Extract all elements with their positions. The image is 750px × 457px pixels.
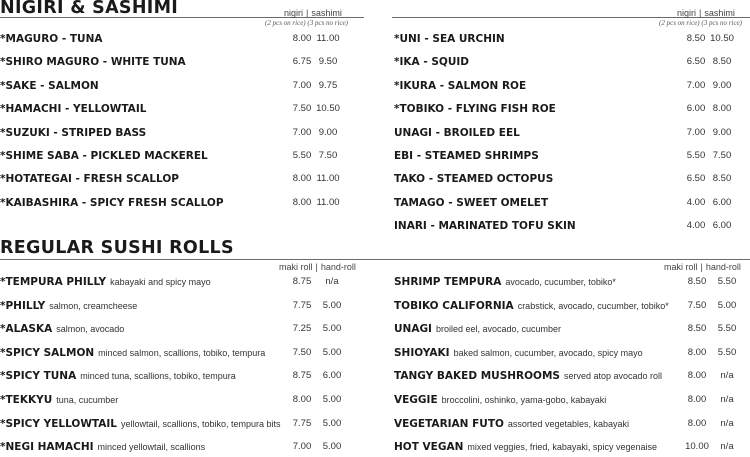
menu-item-price-primary: 4.00 [686,220,706,232]
menu-item [0,416,352,432]
menu-item-title: *SPICY SALMON [0,346,95,359]
menu-item-price-secondary: n/a [720,394,734,405]
menu-item-description: crabstick, avocado, cucumber, tobiko* [517,300,669,311]
menu-item-title: *SUZUKI - STRIPED BASS [0,126,147,139]
menu-item-price-primary: 8.00 [292,173,312,185]
menu-item-price-secondary: 7.50 [318,150,338,161]
menu-item [394,101,742,117]
menu-item-title: *ALASKA [0,323,53,336]
menu-item-price-primary: 7.25 [292,323,312,335]
menu-item-title: TAKO - STEAMED OCTOPUS [394,173,554,186]
menu-item-price-secondary: 5.50 [717,346,737,358]
menu-item [0,274,352,290]
menu-item [0,54,348,70]
menu-item-description: salmon, creamcheese [49,300,138,311]
menu-item-name [394,439,657,455]
menu-item-description: minced salmon, scallions, tobiko, tempura [98,347,266,358]
menu-item-price-primary: 7.00 [292,79,312,91]
menu-item [394,78,742,94]
menu-item-name [0,78,99,94]
menu-item [394,392,747,408]
menu-item-name [394,101,556,117]
sashimi-note: (3 pcs no rice) [307,19,349,27]
menu-item [0,31,348,47]
menu-item-name [0,54,186,70]
menu-item-title: EBI - STEAMED SHRIMPS [394,150,539,162]
menu-item-price-secondary: 8.00 [712,103,732,115]
menu-item-price-secondary: n/a [720,417,734,429]
nigiri-column-label: nigiri [677,8,697,18]
menu-item-price-primary: 7.50 [292,346,312,358]
menu-item-name [0,101,146,117]
menu-item [394,416,747,432]
menu-item [0,298,352,314]
menu-item-name [394,321,561,337]
menu-item-description: mixed veggies, fried, kabayaki, spicy vegenaise [467,442,657,453]
menu-item-description: served atop avocado roll [564,371,663,382]
menu-item-price-secondary: 9.00 [712,79,732,91]
menu-item-title: *SAKE - SALMON [0,79,99,92]
menu-item [394,125,742,141]
sashimi-column-label: sashimi [311,8,342,18]
menu-item-price-secondary: 11.00 [316,33,340,44]
menu-item [394,298,747,314]
menu-item-title: *IKURA - SALMON ROE [394,79,527,92]
menu-item [0,345,352,361]
column-separator: | [700,262,703,272]
maki-column-label: maki roll [664,262,698,272]
menu-item [394,345,747,361]
menu-item-price-primary: 7.00 [292,441,312,453]
menu-item-name [394,298,669,314]
menu-item-title: TOBIKO CALIFORNIA [394,299,514,312]
nigiri-note: (2 pcs on rice) [265,19,306,27]
menu-item-price-primary: 7.50 [687,299,707,311]
menu-item-price-secondary: 5.00 [322,441,342,453]
menu-item-name [0,368,236,384]
menu-item-description: yellowtail, scallions, tobiko, tempura bits [120,418,281,429]
menu-item [394,321,747,337]
menu-item-price-primary: 8.75 [292,276,312,287]
menu-item-name [394,31,505,47]
menu-item-name [394,148,539,164]
menu-item [394,195,742,211]
menu-item-price-primary: 6.50 [686,56,706,68]
sashimi-note: (3 pcs no rice) [701,19,743,27]
menu-item-title: TANGY BAKED MUSHROOMS [394,370,560,383]
menu-item [0,148,348,164]
menu-item-price-primary: 10.00 [685,441,709,453]
menu-item-name [394,125,520,141]
menu-item-name [394,195,548,211]
menu-item-price-primary: 7.75 [292,299,312,311]
hand-roll-column-label: hand-roll [320,262,356,272]
menu-item-name [394,218,576,234]
menu-item-name [394,274,616,290]
menu-item [0,125,348,141]
menu-item-name [394,368,662,384]
menu-item-title: TAMAGO - SWEET OMELET [394,196,549,209]
menu-item-price-primary: 8.00 [292,394,312,405]
menu-item-description: tuna, cucumber [56,395,119,405]
menu-item-title: *SPICY TUNA [0,370,77,383]
menu-item-description: kabayaki and spicy mayo [110,277,211,287]
menu-item-price-secondary: 5.50 [717,276,737,287]
menu-item-name [394,171,553,187]
menu-item-name [0,345,265,361]
menu-item-title: *TOBIKO - FLYING FISH ROE [394,103,556,116]
menu-item-name [0,274,211,290]
menu-item-price-primary: 5.50 [686,150,706,161]
menu-item-price-secondary: 5.00 [322,417,342,429]
rolls-right-column-header [664,262,741,272]
menu-item-price-secondary: 10.50 [316,103,340,115]
menu-item [394,274,747,290]
menu-item [394,54,742,70]
menu-item-name [0,392,118,408]
menu-item-price-primary: 8.00 [687,394,707,405]
nigiri-left-column-notes [265,19,348,27]
nigiri-note: (2 pcs on rice) [659,19,700,27]
menu-item-price-primary: 8.00 [687,417,707,429]
menu-item [394,218,742,234]
menu-item-title: *PHILLY [0,299,46,312]
menu-item-name [394,54,469,70]
menu-item-title: SHIOYAKI [394,346,450,359]
menu-item-name [0,416,281,432]
rolls-rule [0,259,750,260]
menu-item-price-primary: 4.00 [686,196,706,208]
menu-item-title: *KAIBASHIRA - SPICY FRESH SCALLOP [0,196,224,209]
menu-item-title: *MAGURO - TUNA [0,33,103,45]
menu-item-title: UNAGI [394,323,432,336]
menu-item-name [0,125,146,141]
menu-item-title: *UNI - SEA URCHIN [394,33,505,45]
menu-item-price-secondary: 9.75 [318,79,338,91]
menu-item-title: VEGGIE [394,394,438,406]
menu-item-title: *HOTATEGAI - FRESH SCALLOP [0,173,179,186]
menu-item-title: VEGETARIAN FUTO [394,417,504,430]
menu-item-name [394,392,606,408]
menu-item-price-primary: 7.50 [292,103,312,115]
menu-item-price-secondary: 5.00 [717,299,737,311]
rolls-section-title: REGULAR SUSHI ROLLS [0,238,234,258]
menu-item-name [0,195,224,211]
menu-item-price-primary: 8.50 [687,323,707,335]
menu-item-title: *SHIME SABA - PICKLED MACKEREL [0,150,208,162]
menu-item-price-primary: 5.50 [292,150,312,161]
menu-item-price-secondary: 9.00 [318,126,338,138]
menu-item-name [394,78,526,94]
menu-item [394,439,747,455]
nigiri-right-column-header [677,8,735,18]
menu-item-price-secondary: 8.50 [712,56,732,68]
column-separator: | [699,8,702,18]
menu-item [0,439,352,455]
menu-item-price-primary: 8.00 [687,346,707,358]
menu-item-title: SHRIMP TEMPURA [394,276,502,288]
menu-item-price-primary: 8.00 [687,370,707,382]
menu-item-description: salmon, avocado [56,324,125,335]
menu-item-price-secondary: n/a [720,370,734,382]
menu-item [0,392,352,408]
menu-item-title: INARI - MARINATED TOFU SKIN [394,220,576,233]
menu-item-price-secondary: 5.00 [322,346,342,358]
menu-item-title: *TEMPURA PHILLY [0,276,107,288]
menu-item-name [0,298,137,314]
menu-item-name [0,321,124,337]
menu-item [394,368,747,384]
nigiri-right-column-notes [659,19,742,27]
menu-item-price-secondary: 6.00 [712,220,732,232]
menu-item-name [394,416,629,432]
menu-item-description: baked salmon, cucumber, avocado, spicy mayo [453,347,643,358]
menu-item-name [394,345,643,361]
nigiri-section-title: NIGIRI & SASHIMI [0,0,179,18]
menu-item-price-secondary: n/a [720,441,734,453]
menu-item-name [0,439,205,455]
menu-item-price-primary: 8.50 [687,276,707,287]
menu-item-price-primary: 7.00 [686,126,706,138]
menu-item [0,101,348,117]
menu-item-price-secondary: 11.00 [316,173,340,185]
menu-item [394,31,742,47]
menu-item-price-secondary: 5.00 [322,299,342,311]
column-separator: | [306,8,309,18]
menu-item-title: UNAGI - BROILED EEL [394,126,520,139]
menu-item-price-primary: 6.75 [292,56,312,68]
menu-item-price-primary: 7.75 [292,417,312,429]
menu-item-price-primary: 7.00 [686,79,706,91]
menu-item-price-secondary: 6.00 [712,196,732,208]
menu-item-price-secondary: 9.00 [712,126,732,138]
menu-item-description: broiled eel, avocado, cucumber [435,324,562,335]
menu-item-description: minced yellowtail, scallions [97,442,206,453]
menu-item-price-secondary: 5.00 [322,323,342,335]
menu-item [0,368,352,384]
sashimi-column-label: sashimi [704,8,735,18]
menu-item-price-secondary: 7.50 [712,150,732,161]
menu-item-name [0,148,208,164]
menu-item-name [0,31,103,47]
menu-item-title: *TEKKYU [0,394,53,406]
menu-item-price-secondary: 5.00 [322,394,342,405]
maki-column-label: maki roll [279,262,313,272]
menu-item-price-secondary: 8.50 [712,173,732,185]
menu-item-price-secondary: 9.50 [318,56,338,68]
menu-item-title: *SPICY YELLOWTAIL [0,417,117,430]
menu-item-price-primary: 8.00 [292,33,312,44]
menu-item [394,148,742,164]
menu-item-price-primary: 6.50 [686,173,706,185]
menu-item-title: *HAMACHI - YELLOWTAIL [0,103,147,116]
menu-item [0,78,348,94]
nigiri-left-column-header [284,8,342,18]
menu-item-description: assorted vegetables, kabayaki [507,418,629,429]
menu-item [394,171,742,187]
menu-item-price-secondary: 10.50 [710,33,734,44]
menu-item-description: minced tuna, scallions, tobiko, tempura [80,371,236,382]
hand-roll-column-label: hand-roll [705,262,741,272]
nigiri-column-label: nigiri [284,8,304,18]
rolls-left-column-header [279,262,356,272]
menu-item-price-secondary: 11.00 [316,196,340,208]
menu-item [0,171,348,187]
menu-item-price-primary: 8.75 [292,370,312,382]
menu-item-price-primary: 8.50 [686,33,706,44]
menu-item-title: *IKA - SQUID [394,56,469,69]
menu-item-description: avocado, cucumber, tobiko* [505,277,616,287]
menu-item-description: broccolini, oshinko, yama-gobo, kabayaki [441,395,607,405]
menu-item [0,321,352,337]
menu-item-price-primary: 7.00 [292,126,312,138]
menu-item-title: *SHIRO MAGURO - WHITE TUNA [0,56,186,69]
menu-item-name [0,171,179,187]
column-separator: | [315,262,318,272]
menu-item-price-primary: 6.00 [686,103,706,115]
menu-item-price-secondary: 6.00 [322,370,342,382]
menu-item-title: *NEGI HAMACHI [0,441,94,454]
menu-item [0,195,348,211]
menu-item-price-secondary: 5.50 [717,323,737,335]
menu-item-title: HOT VEGAN [394,441,464,454]
menu-item-price-primary: 8.00 [292,196,312,208]
menu-item-price-secondary: n/a [325,276,339,287]
